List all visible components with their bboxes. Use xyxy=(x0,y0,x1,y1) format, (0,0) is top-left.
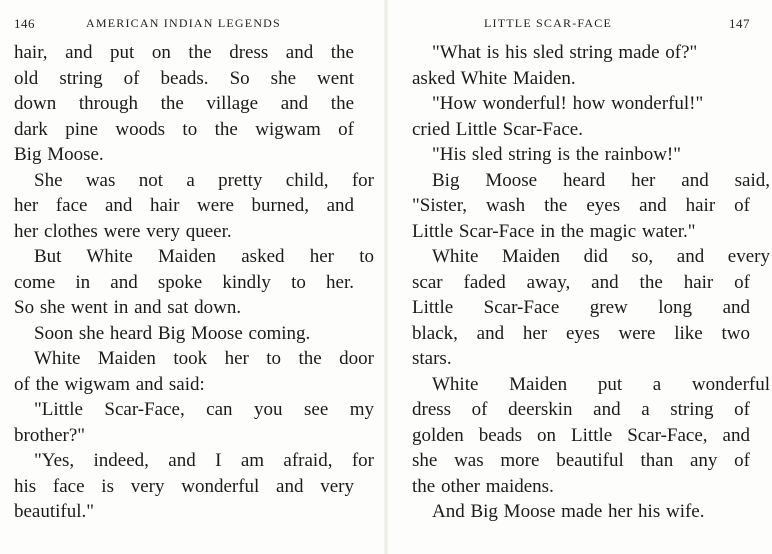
text-line: Big Moose. xyxy=(14,144,104,165)
text-line: White Maiden took her to the door xyxy=(34,348,374,369)
left-running-title: AMERICAN INDIAN LEGENDS xyxy=(86,16,281,30)
text-line: dress of deerskin and a string of xyxy=(412,399,750,420)
right-running-title: LITTLE SCAR-FACE xyxy=(484,16,612,30)
text-line: dark pine woods to the wigwam of xyxy=(14,118,354,140)
text-line: his face is very wonderful and very xyxy=(14,475,354,497)
book-gutter xyxy=(384,0,388,554)
text-line: So she went in and sat down. xyxy=(14,297,242,318)
text-line: golden beads on Little Scar-Face, and xyxy=(412,424,750,446)
text-line: black, and her eyes were like two xyxy=(412,322,750,344)
left-page-text xyxy=(14,40,384,525)
text-line: of the wigwam and said: xyxy=(14,373,205,395)
text-line: down through the village and the xyxy=(14,93,354,114)
left-page xyxy=(14,0,384,554)
text-line: Little Scar-Face grew long and xyxy=(412,297,750,318)
text-line: hair, and put on the dress and the xyxy=(14,42,354,63)
text-line: "Yes, indeed, and I am afraid, for xyxy=(34,450,374,471)
text-line: White Maiden put a wonderful xyxy=(432,373,770,395)
text-line: "Sister, wash the eyes and hair of xyxy=(412,195,750,216)
text-line: brother?" xyxy=(14,424,86,446)
left-page-number: 146 xyxy=(14,16,35,31)
text-line: And Big Moose made her his wife. xyxy=(432,501,705,522)
right-page-text xyxy=(412,40,770,525)
text-line: Big Moose heard her and said, xyxy=(432,169,770,191)
text-line: stars. xyxy=(412,348,452,369)
text-line: White Maiden did so, and every xyxy=(432,246,770,267)
text-line: "How wonderful! how wonderful!" xyxy=(432,93,704,114)
text-line: "His sled string is the rainbow!" xyxy=(432,144,682,165)
text-line: "Little Scar-Face, can you see my xyxy=(34,399,374,420)
text-line: Little Scar-Face in the magic water." xyxy=(412,220,696,242)
text-line: cried Little Scar-Face. xyxy=(412,118,583,140)
text-line: But White Maiden asked her to xyxy=(34,246,374,267)
text-line: her clothes were very queer. xyxy=(14,220,232,242)
right-running-head xyxy=(412,16,758,32)
text-line: her face and hair were burned, and xyxy=(14,195,354,216)
left-running-head xyxy=(14,16,384,32)
text-line: scar faded away, and the hair of xyxy=(412,271,750,293)
text-line: Soon she heard Big Moose coming. xyxy=(34,322,311,344)
text-line: the other maidens. xyxy=(412,475,554,497)
text-line: "What is his sled string made of?" xyxy=(432,42,698,63)
text-line: she was more beautiful than any of xyxy=(412,450,750,471)
right-page xyxy=(412,0,770,554)
text-line: beautiful." xyxy=(14,501,95,522)
text-line: She was not a pretty child, for xyxy=(34,169,374,191)
right-page-number: 147 xyxy=(729,16,750,31)
text-line: old string of beads. So she went xyxy=(14,67,354,89)
text-line: asked White Maiden. xyxy=(412,67,576,89)
text-line: come in and spoke kindly to her. xyxy=(14,271,354,293)
